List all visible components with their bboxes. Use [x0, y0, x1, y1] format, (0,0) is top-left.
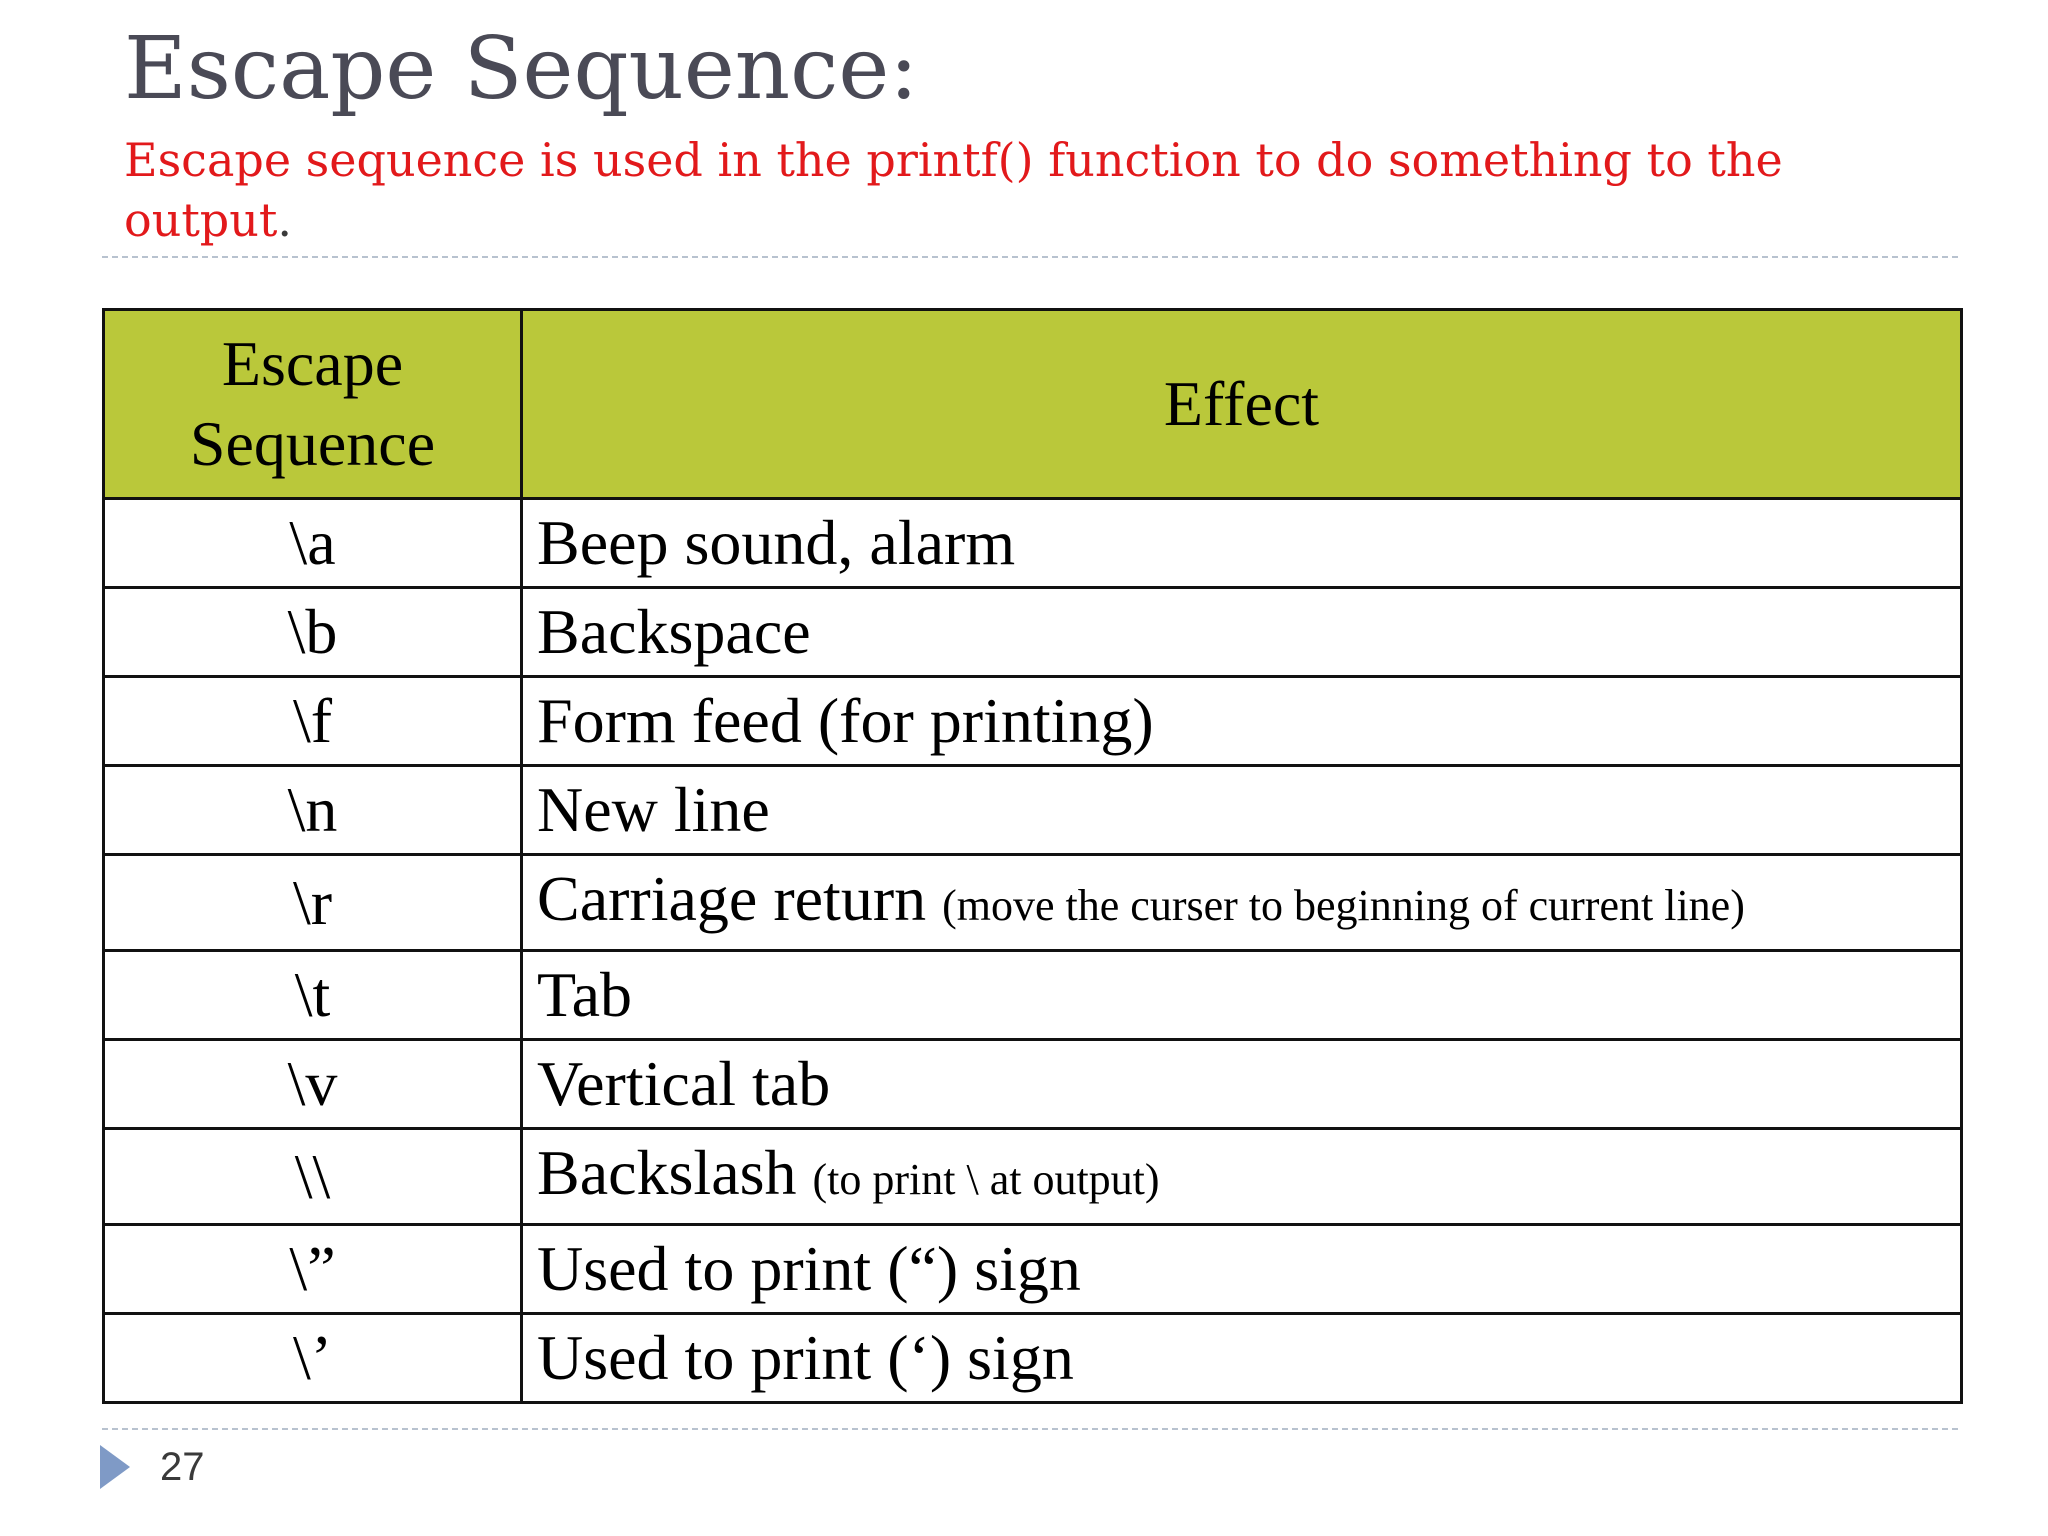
effect-text: Used to print (‘) sign	[537, 1322, 1074, 1393]
effect-text: Backslash	[537, 1137, 797, 1208]
escape-code: \b	[104, 588, 522, 677]
table-row	[104, 951, 1962, 1040]
effect-note: (to print \ at output)	[812, 1155, 1160, 1204]
page-number: 27	[160, 1444, 205, 1489]
slide-footer	[100, 1442, 205, 1492]
bottom-divider	[102, 1428, 1958, 1430]
effect-cell	[522, 1314, 1962, 1403]
effect-cell	[522, 677, 1962, 766]
triangle-bullet-icon	[100, 1445, 130, 1489]
effect-note: (move the curser to beginning of current line)	[942, 881, 1745, 930]
table-row	[104, 1225, 1962, 1314]
subtitle-text: Escape sequence is used in the printf() function to do something to the output	[124, 133, 1783, 247]
effect-cell	[522, 499, 1962, 588]
header-escape-sequence: Escape Sequence	[104, 310, 522, 499]
escape-code: \r	[104, 855, 522, 951]
effect-text: Carriage return	[537, 863, 927, 934]
escape-code: \t	[104, 951, 522, 1040]
effect-text: New line	[537, 774, 770, 845]
escape-code: \v	[104, 1040, 522, 1129]
escape-code: \\	[104, 1129, 522, 1225]
table-body	[104, 499, 1962, 1403]
table-row	[104, 588, 1962, 677]
table-row	[104, 855, 1962, 951]
effect-text: Beep sound, alarm	[537, 507, 1016, 578]
escape-code: \’	[104, 1314, 522, 1403]
effect-cell	[522, 1225, 1962, 1314]
effect-cell	[522, 1129, 1962, 1225]
escape-code: \n	[104, 766, 522, 855]
effect-cell	[522, 855, 1962, 951]
effect-cell	[522, 1040, 1962, 1129]
table-row	[104, 1129, 1962, 1225]
table-row	[104, 766, 1962, 855]
effect-cell	[522, 588, 1962, 677]
table-row	[104, 499, 1962, 588]
effect-cell	[522, 951, 1962, 1040]
effect-text: Used to print (“) sign	[537, 1233, 1081, 1304]
table-header-row	[104, 310, 1962, 499]
effect-text: Vertical tab	[537, 1048, 831, 1119]
effect-text: Backspace	[537, 596, 811, 667]
effect-cell	[522, 766, 1962, 855]
escape-sequence-table	[102, 308, 1963, 1404]
escape-code: \”	[104, 1225, 522, 1314]
slide-title: Escape Sequence:	[124, 19, 919, 119]
table-row	[104, 677, 1962, 766]
top-divider	[102, 256, 1958, 258]
table-row	[104, 1040, 1962, 1129]
header-effect: Effect	[522, 310, 1962, 499]
escape-code: \a	[104, 499, 522, 588]
slide-subtitle	[124, 130, 1964, 250]
subtitle-period: .	[277, 193, 292, 247]
escape-code: \f	[104, 677, 522, 766]
effect-text: Form feed (for printing)	[537, 685, 1154, 756]
table-row	[104, 1314, 1962, 1403]
effect-text: Tab	[537, 959, 633, 1030]
